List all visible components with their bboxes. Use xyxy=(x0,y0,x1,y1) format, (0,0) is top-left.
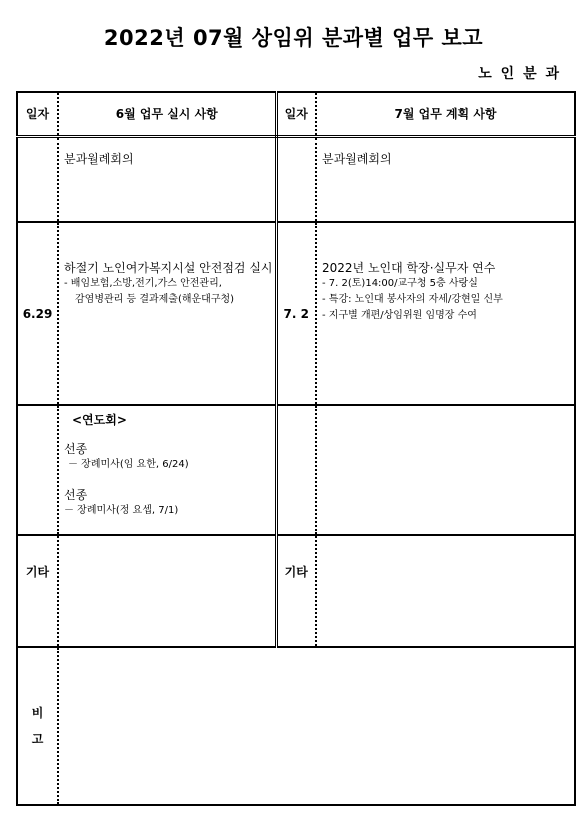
meeting-plan-text: 분과월례회의 xyxy=(322,151,392,166)
other-date-plan: 기타 xyxy=(276,535,316,647)
meeting-done-cell xyxy=(58,136,276,222)
remarks-content-cell xyxy=(58,647,575,805)
funeral-entry-2: － 장례미사(정 요셉, 7/1) xyxy=(64,505,179,516)
meeting-plan-cell xyxy=(316,136,575,222)
other-plan-cell xyxy=(316,535,575,647)
remarks-label-line-2: 고 xyxy=(31,732,44,746)
funeral-date-plan xyxy=(276,405,316,535)
safety-done-cell xyxy=(58,222,276,405)
safety-plan-line-2: - 특강: 노인대 봉사자의 자세/강현일 신부 xyxy=(322,294,503,305)
safety-plan-line-1: - 7. 2(토)14:00/교구청 5층 사랑실 xyxy=(322,278,478,289)
remarks-label-line-1: 비 xyxy=(31,706,44,720)
header-plan: 7월 업무 계획 사항 xyxy=(316,92,575,136)
safety-plan-cell xyxy=(316,222,575,405)
department-name: 노 인 분 과 xyxy=(478,66,561,82)
table-row-safety xyxy=(17,222,575,405)
meeting-date-plan xyxy=(276,136,316,222)
meeting-date-done xyxy=(17,136,58,222)
meeting-done-text: 분과월례회의 xyxy=(64,151,134,166)
safety-done-line-1: - 배임보험,소방,전기,가스 안전관리, xyxy=(64,278,222,289)
funeral-plan-cell xyxy=(316,405,575,535)
safety-date-done: 6.29 xyxy=(17,222,58,405)
funeral-entry-1: － 장례미사(임 요한, 6/24) xyxy=(68,459,189,470)
funeral-date-done xyxy=(17,405,58,535)
report-table xyxy=(16,91,576,806)
safety-plan-title: 2022년 노인대 학장·실무자 연수 xyxy=(322,261,496,275)
safety-date-plan: 7. 2 xyxy=(276,222,316,405)
table-row-funeral xyxy=(17,405,575,535)
table-row-other xyxy=(17,535,575,647)
safety-done-line-2: 감염병관리 등 결과제출(해운대구청) xyxy=(75,294,235,305)
funeral-label-1: 선종 xyxy=(64,442,88,456)
other-done-cell xyxy=(58,535,276,647)
funeral-heading: <연도회> xyxy=(72,413,127,427)
table-row-remarks xyxy=(17,647,575,805)
safety-plan-line-3: - 지구별 개편/상임위원 임명장 수여 xyxy=(322,310,477,321)
table-header-row xyxy=(17,92,575,136)
safety-done-title: 하절기 노인여가복지시설 안전점검 실시 xyxy=(64,261,273,275)
funeral-label-2: 선종 xyxy=(64,488,88,502)
other-date-done: 기타 xyxy=(17,535,58,647)
header-done: 6월 업무 실시 사항 xyxy=(58,92,276,136)
remarks-label xyxy=(17,647,58,805)
header-date-plan: 일자 xyxy=(276,92,316,136)
report-title: 2022년 07월 상임위 분과별 업무 보고 xyxy=(103,26,484,50)
table-row-meeting xyxy=(17,136,575,222)
funeral-done-cell xyxy=(58,405,276,535)
header-date-done: 일자 xyxy=(17,92,58,136)
